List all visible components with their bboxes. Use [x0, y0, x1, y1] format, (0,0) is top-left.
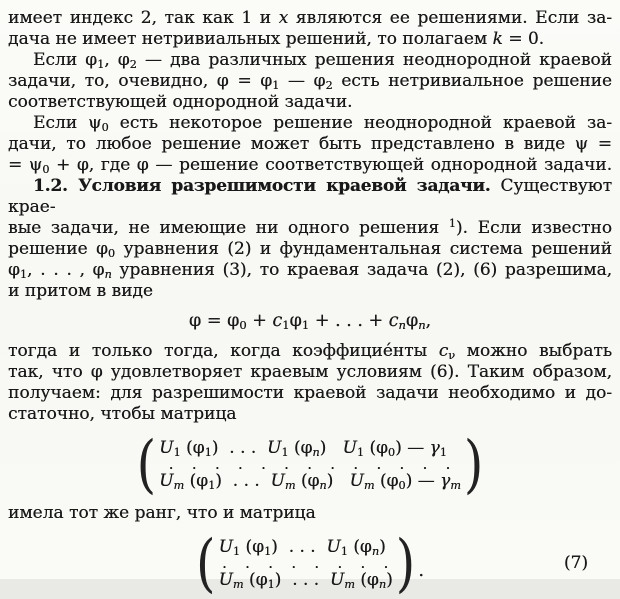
body-line-13: и притом в виде	[8, 281, 153, 301]
matrix-rows	[219, 537, 393, 590]
body-line-2: дача не имеет нетривиальных решений, то полагаем k = 0.	[8, 29, 545, 49]
body-line-7: дачи, то любое решение может быть представлено в виде ψ =	[8, 134, 612, 154]
body-line-17: статочно, чтобы матрица	[8, 404, 237, 424]
matrix-row: $U_1$ $(\varphi_1)$ . . . $U_1$ $(\varphi_n)$ $U_1$ $(\varphi_0)$ — $\gamma_1$	[159, 437, 447, 459]
body-line-16: получаем: для разрешимости краевой задачи необходимо и до-	[8, 383, 612, 403]
section-heading-line: 1.2. Условия разрешимости краевой задачи. Существуют крае-	[8, 176, 612, 217]
matrix-fundamental	[8, 526, 612, 599]
matrix-ellipsis-row: . . . . . . . . . . . . .	[168, 454, 452, 473]
body-line-10: вые задачи, не имеющие ни одного решения $^1$). Если известно	[8, 216, 612, 238]
body-line-4: задачи, то, очевидно, $\varphi = \varphi_1$ — $\varphi_2$ есть нетривиальное решение	[8, 71, 612, 92]
body-line-11: решение $\varphi_0$ уравнения (2) и фундаментальная система решений	[8, 239, 613, 260]
left-parenthesis: (	[196, 526, 216, 599]
matrix-row: $U_m$ $(\varphi_1)$ . . . $U_m$ $(\varphi_n)$	[218, 569, 393, 591]
body-line-6: Если $\psi_0$ есть некоторое решение неоднородной краевой за-	[33, 113, 612, 134]
right-parenthesis: )	[463, 427, 484, 501]
body-line-15: так, что φ удовлетворяет краевым условиям (6). Таким образом,	[8, 362, 612, 382]
matrix-ellipsis-row: . . . . . . . .	[221, 553, 390, 572]
body-line-8: = $\psi_0 + \varphi$, где φ — решение соответствующей однородной задачи.	[8, 155, 612, 176]
equation-number: (7)	[563, 553, 588, 573]
equation-solution-form: $\varphi = \varphi_0 + c_1\varphi_1$ + . . . + $c_n\varphi_n$,	[188, 311, 432, 332]
body-line-3: Если $\varphi_1$, $\varphi_2$ — два различных решения неоднородной краевой	[33, 50, 612, 71]
matrix-rows	[159, 438, 461, 491]
body-line-5: соответствующей однородной задачи.	[8, 92, 353, 112]
matrix-row: $U_1$ $(\varphi_1)$ . . . $U_1$ $(\varphi_n)$	[218, 536, 386, 558]
body-line-1: имеет индекс 2, так как 1 и x являются ее решениями. Если за-	[8, 8, 612, 28]
right-parenthesis: )	[395, 526, 416, 599]
matrix-row: $U_m$ $(\varphi_1)$ . . . $U_m$ $(\varphi_n)$ $U_m$ $(\varphi_0)$ — $\gamma_m$	[159, 470, 461, 492]
matrix-augmented	[8, 427, 612, 501]
sentence-period: .	[418, 559, 424, 581]
body-line-14: тогда и только тогда, когда коэффицие́нты $c_\nu$ можно выбрать	[8, 341, 612, 362]
body-line-18: имела тот же ранг, что и матрица	[8, 503, 316, 523]
left-parenthesis: (	[136, 427, 157, 501]
body-line-12: $\varphi_1$, . . . , $\varphi_n$ уравнения (3), то краевая задача (2), (6) разрешима,	[8, 260, 612, 281]
